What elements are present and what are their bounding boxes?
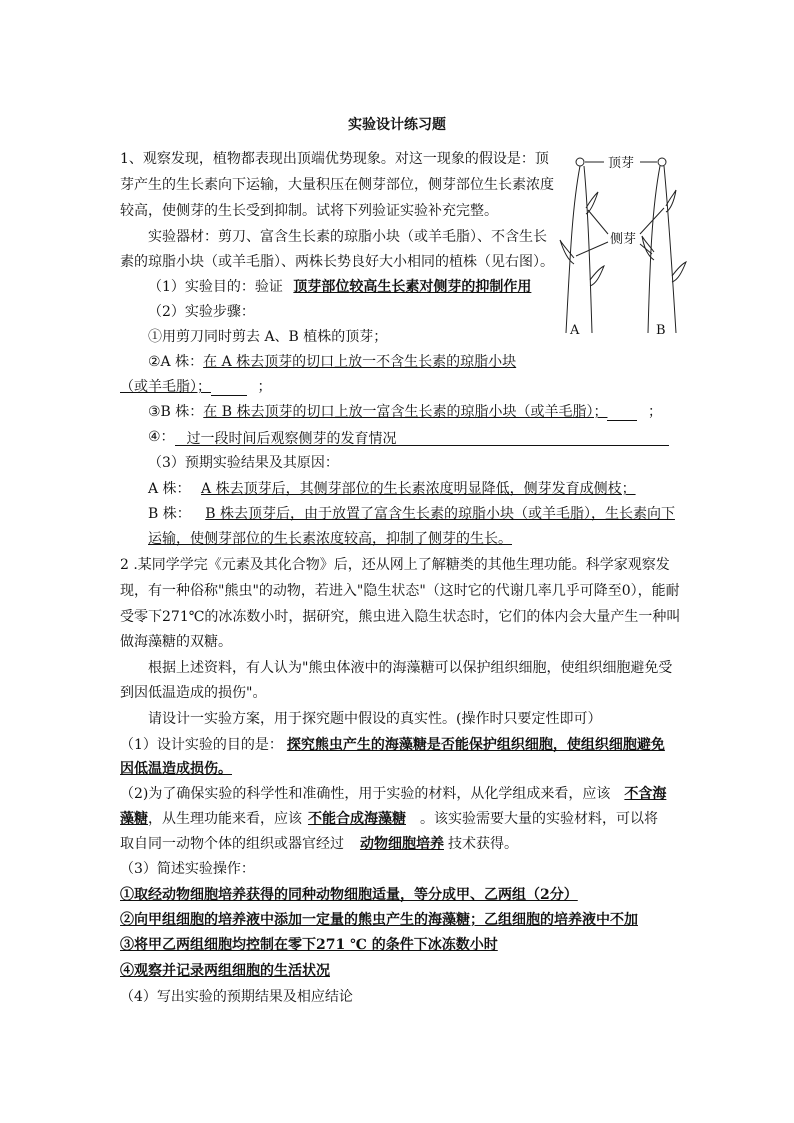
side-bud-pointer-a1 bbox=[588, 210, 608, 234]
q2-line-2: 现，有一种俗称"熊虫"的动物，若进入"隐生状态"（这时它的代谢几率几乎可降至0），能耐 bbox=[120, 583, 680, 599]
figure-label-b: B bbox=[656, 323, 666, 338]
q1-result-b-answer-b: 运输，使侧芽部位的生长素浓度较高，抑制了侧芽的生长。 bbox=[148, 531, 512, 547]
q1-step-3-end: ； bbox=[647, 404, 662, 420]
q2-part-2-line-3-prefix: 取自同一动物个体的组织或器官经过 bbox=[120, 836, 344, 852]
q2-part-1-answer-a: 探究熊虫产生的海藻糖是否能保护组织细胞，使组织细胞避免 bbox=[286, 737, 665, 753]
q2-line-4: 做海藻糖的双糖。 bbox=[120, 634, 232, 650]
plant-figure bbox=[552, 148, 692, 344]
q1-step-4-prefix: ④： bbox=[148, 429, 175, 445]
side-bud-pointer-b2 bbox=[640, 244, 652, 254]
q2-part-2 bbox=[120, 785, 666, 803]
page-title: 实验设计练习题 bbox=[348, 117, 446, 133]
q1-result-b-cont bbox=[148, 530, 512, 548]
figure-label-top-bud: 顶芽 bbox=[608, 156, 635, 171]
q1-result-b bbox=[148, 505, 675, 523]
q2-part-1 bbox=[120, 736, 665, 754]
q1-expect-label: （3）预期实验结果及其原因： bbox=[148, 455, 339, 471]
q1-line-5: 素的琼脂小块（或羊毛脂）、两株长势良好大小相同的植株（见右图）。 bbox=[120, 254, 554, 270]
plant-a-leaf-1 bbox=[586, 192, 598, 214]
plant-b-stem-right bbox=[664, 166, 676, 333]
q1-line-1: 1、观察发现，植物都表现出顶端优势现象。对这一现象的假设是：顶 bbox=[120, 151, 549, 167]
q2-part-2-answer-1b: 藻糖 bbox=[120, 811, 148, 827]
q1-step-2-answer-b: （或羊毛脂）； bbox=[120, 379, 211, 395]
q1-result-a-label: A 株： bbox=[148, 481, 191, 497]
q2-line-7: 请设计一实验方案，用于探究题中假设的真实性。(操作时只要定性即可） bbox=[148, 711, 602, 727]
plant-b-leaf-3 bbox=[672, 262, 686, 282]
q2-operation-3: ③将甲乙两组细胞均控制在零下271 ℃ 的条件下冰冻数小时 bbox=[120, 937, 498, 953]
plant-a-top-bud bbox=[576, 158, 584, 166]
q1-purpose-prefix: （1）实验目的：验证 bbox=[148, 279, 283, 295]
plant-b-leaf-2 bbox=[642, 236, 654, 260]
q1-purpose bbox=[148, 278, 537, 296]
q2-line-6: 到因低温造成的损伤"。 bbox=[120, 685, 267, 701]
plant-b-stem bbox=[648, 166, 660, 333]
q2-operation-2: ②向甲组细胞的培养液中添加一定量的熊虫产生的海藻糖；乙组细胞的培养液中不加 bbox=[120, 912, 638, 928]
figure-label-side-bud: 侧芽 bbox=[610, 232, 637, 247]
plant-a-stem bbox=[566, 166, 580, 333]
q2-part-2-answer-3: 动物细胞培养 bbox=[360, 836, 444, 852]
q2-part-2-tail: 。该实验需要大量的实验材料，可以将 bbox=[420, 811, 658, 827]
q2-part-4-label: （4）写出实验的预期结果及相应结论 bbox=[120, 989, 353, 1005]
q2-line-3: 受零下271℃的冰冻数小时，据研究，熊虫进入隐生状态时，它们的体内会大量产生一种叫 bbox=[120, 609, 681, 625]
q1-step-2-prefix: ②A 株： bbox=[148, 354, 204, 370]
q1-result-a bbox=[148, 480, 636, 498]
q2-part-2-answer-1a: 不含海 bbox=[624, 786, 667, 802]
q1-step-2-answer-a: 在 A 株去顶芽的切口上放一不含生长素的琼脂小块 bbox=[203, 354, 517, 370]
q1-line-2: 芽产生的生长素向下运输，大量积压在侧芽部位，侧芽部位生长素浓度 bbox=[120, 177, 554, 193]
q1-step-4-answer-line bbox=[175, 430, 669, 446]
q2-operation-4: ④观察并记录两组细胞的生活状况 bbox=[120, 963, 330, 979]
q2-line-1: 2 .某同学学完《元素及其化合物》后，还从网上了解糖类的其他生理功能。科学家观察发 bbox=[120, 557, 670, 573]
plant-a-leaf-3 bbox=[590, 266, 604, 286]
q1-line-3: 较高，使侧芽的生长受到抑制。试将下列验证实验补充完整。 bbox=[120, 203, 498, 219]
q2-part-2-line-3 bbox=[120, 835, 518, 853]
q2-part-1-answer-b: 因低温造成损伤。 bbox=[120, 761, 232, 777]
figure-label-a: A bbox=[570, 323, 580, 338]
q2-part-1-prefix: （1）设计实验的目的是： bbox=[120, 737, 283, 753]
q2-part-1-cont bbox=[120, 760, 232, 778]
q1-step-3 bbox=[148, 403, 662, 421]
q2-part-2-cont bbox=[120, 810, 658, 828]
q1-step-2 bbox=[148, 353, 516, 371]
q1-step-3-prefix: ③B 株： bbox=[148, 404, 204, 420]
q1-step-3-answer: 在 B 株去顶芽的切口上放一富含生长素的琼脂小块（或羊毛脂）； bbox=[203, 404, 608, 420]
q1-steps-label: （2）实验步骤： bbox=[148, 304, 255, 320]
q2-part-2-answer-2: 不能合成海藻糖 bbox=[308, 811, 406, 827]
q1-step-2-blank bbox=[211, 380, 247, 396]
side-bud-pointer-a2 bbox=[576, 242, 608, 256]
plant-b-top-bud bbox=[658, 158, 666, 166]
q1-step-4 bbox=[148, 428, 669, 446]
q1-result-b-answer-a: B 株去顶芽后，由于放置了富含生长素的琼脂小块（或羊毛脂），生长素向下 bbox=[205, 506, 675, 522]
q2-operation-1: ①取经动物细胞培养获得的同种动物细胞适量，等分成甲、乙两组（2分） bbox=[120, 887, 578, 903]
q2-line-5: 根据上述资料，有人认为"熊虫体液中的海藻糖可以保护组织细胞，使组织细胞避免受 bbox=[148, 660, 673, 676]
q1-step-2-end: ； bbox=[257, 379, 272, 395]
q1-line-4: 实验器材：剪刀、富含生长素的琼脂小块（或羊毛脂）、不含生长 bbox=[148, 229, 547, 245]
q1-purpose-answer: 顶芽部位较高生长素对侧芽的抑制作用 bbox=[293, 279, 532, 295]
q1-result-b-label: B 株： bbox=[148, 506, 191, 522]
q2-part-3-label: （3）简述实验操作： bbox=[120, 861, 255, 877]
q2-part-2-line-3-end: 技术获得。 bbox=[448, 836, 518, 852]
q1-result-a-answer: A 株去顶芽后，其侧芽部位的生长素浓度明显降低，侧芽发育成侧枝； bbox=[201, 481, 636, 497]
q1-step-4-answer: 过一段时间后观察侧芽的发育情况 bbox=[186, 431, 397, 447]
q2-part-2-prefix: （2)为了确保实验的科学性和准确性，用于实验的材料，从化学组成来看，应该 bbox=[120, 786, 611, 802]
plant-a-leaf-2 bbox=[560, 240, 574, 264]
q2-part-2-mid: ，从生理功能来看，应该 bbox=[148, 811, 302, 827]
q1-step-3-blank bbox=[607, 405, 637, 421]
q1-step-2-cont bbox=[120, 378, 271, 396]
q1-step-1: ①用剪刀同时剪去 A、B 植株的顶芽； bbox=[148, 329, 388, 345]
